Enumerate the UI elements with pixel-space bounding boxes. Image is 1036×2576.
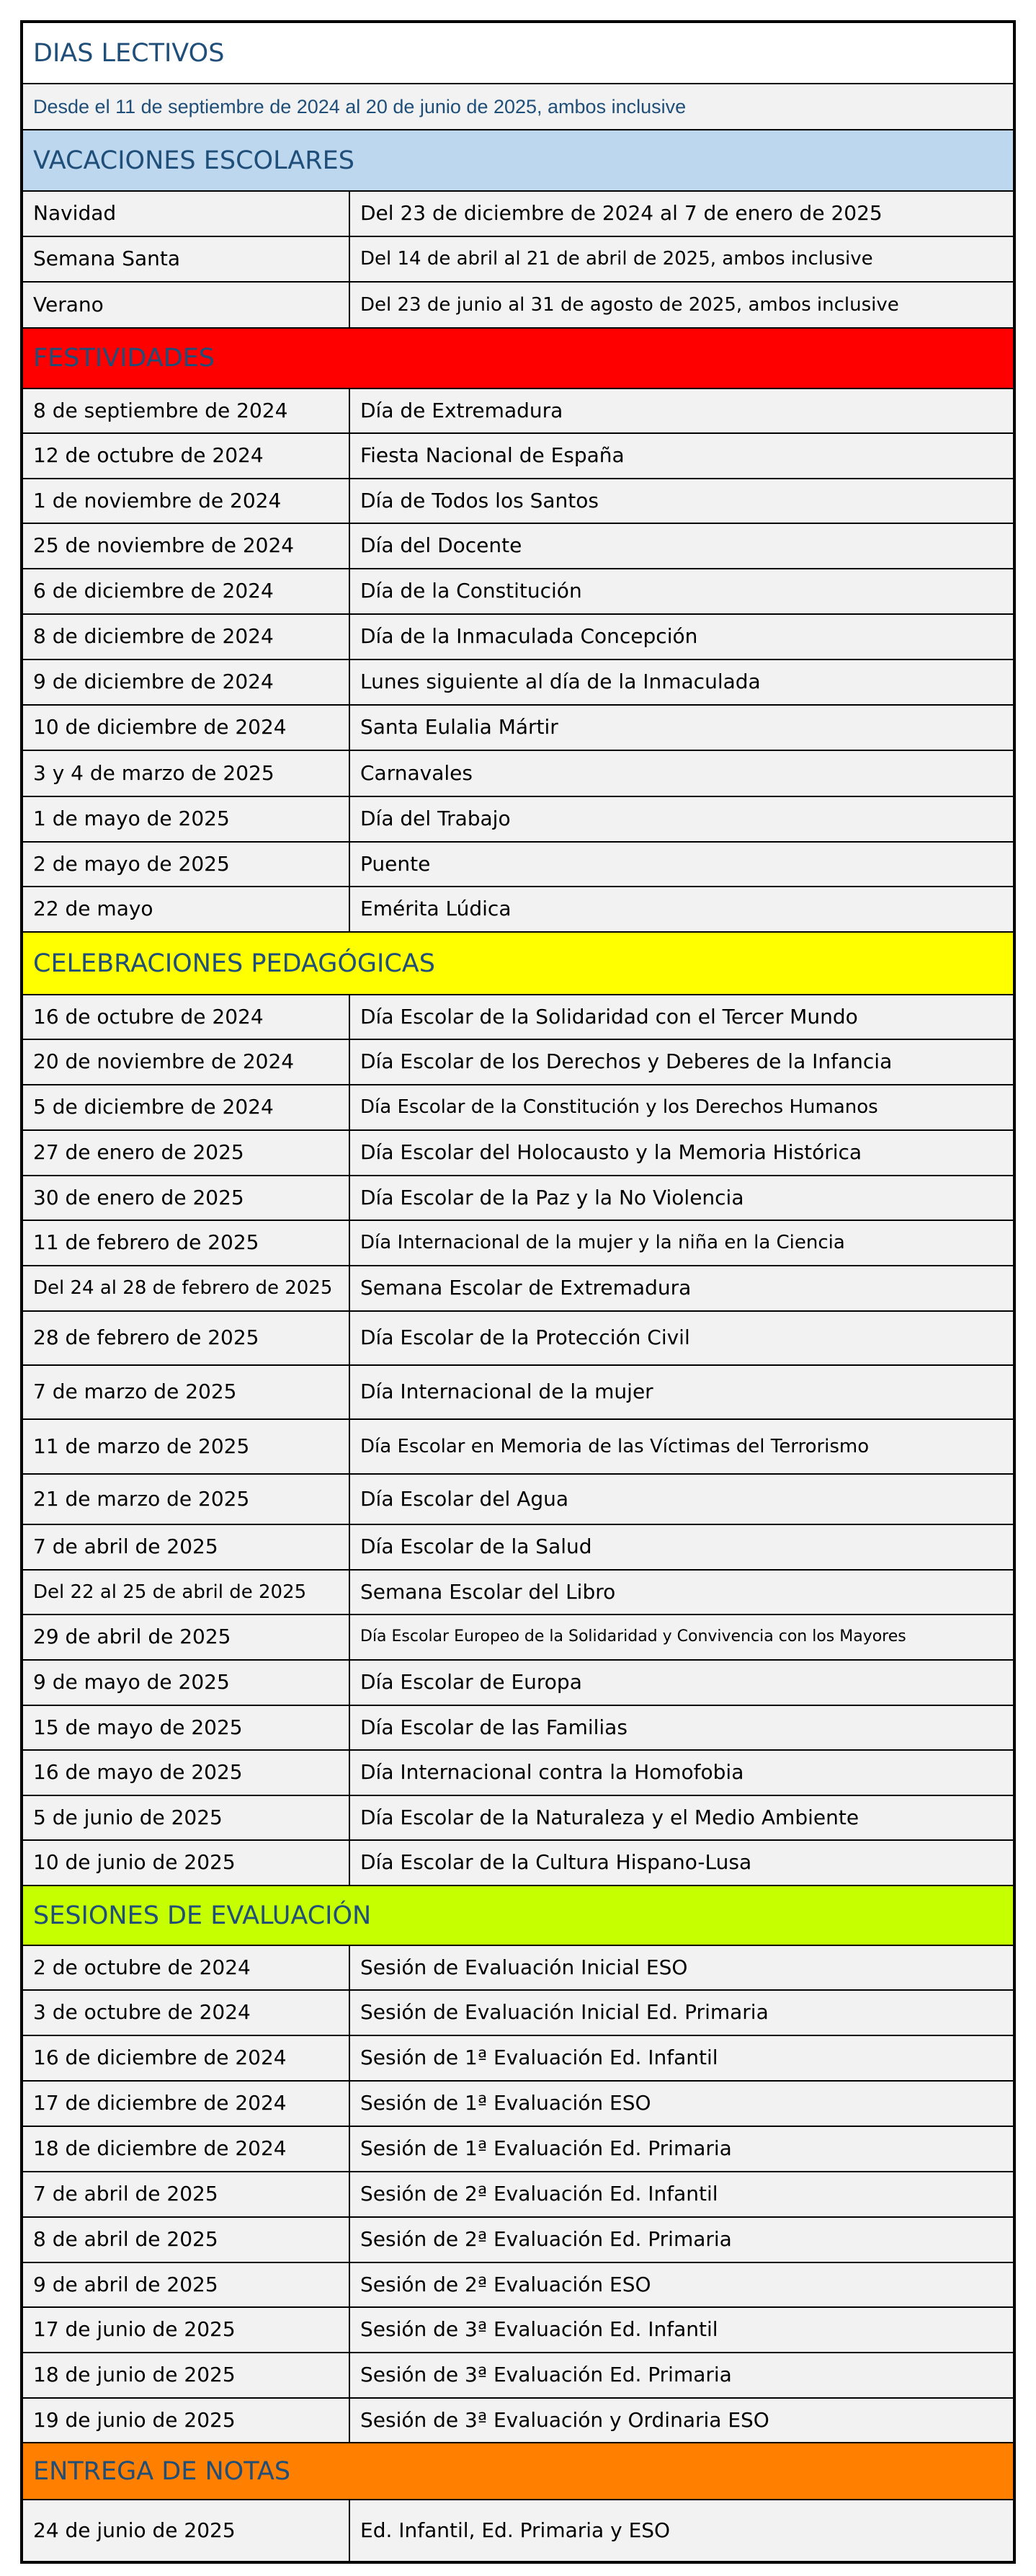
date-cell: 18 de diciembre de 2024	[23, 2127, 350, 2171]
description-cell: Sesión de 3ª Evaluación Ed. Primaria	[360, 2363, 732, 2387]
table-row	[23, 2172, 1013, 2218]
description-cell: Día Escolar de la Solidaridad con el Tercer Mundo	[360, 1004, 858, 1029]
table-row	[23, 2353, 1013, 2399]
description-cell: Día Escolar de los Derechos y Deberes de la Infancia	[360, 1049, 893, 1074]
table-row	[23, 1571, 1013, 1615]
description-cell: Emérita Lúdica	[360, 897, 512, 921]
description-cell: Sesión de 2ª Evaluación ESO	[360, 2272, 651, 2296]
description-cell: Del 23 de junio al 31 de agosto de 2025, ambos inclusive	[360, 293, 899, 316]
table-row	[23, 1751, 1013, 1796]
date-cell: 5 de junio de 2025	[23, 1796, 350, 1839]
table-row	[23, 1796, 1013, 1841]
date-cell: 12 de octubre de 2024	[23, 434, 350, 478]
section-header-festividades: FESTIVIDADES	[23, 329, 1013, 389]
description-cell: Día Internacional de la mujer y la niña en la Ciencia	[360, 1232, 845, 1254]
date-cell: 3 de octubre de 2024	[23, 1991, 350, 2035]
date-cell: 8 de septiembre de 2024	[23, 389, 350, 432]
table-row	[23, 1991, 1013, 2036]
date-cell: 7 de abril de 2025	[23, 2172, 350, 2216]
date-cell: 11 de febrero de 2025	[23, 1221, 350, 1265]
description-cell: Día del Docente	[360, 533, 522, 558]
section-header-vacaciones: VACACIONES ESCOLARES	[23, 130, 1013, 192]
table-row	[23, 1706, 1013, 1751]
table-row	[23, 1266, 1013, 1312]
description-cell: Día Escolar de la Protección Civil	[360, 1325, 690, 1350]
date-cell: 9 de mayo de 2025	[23, 1661, 350, 1705]
table-row	[23, 1661, 1013, 1706]
section-header-celebraciones: CELEBRACIONES PEDAGÓGICAS	[23, 933, 1013, 995]
date-cell: 1 de mayo de 2025	[23, 797, 350, 841]
date-cell: 30 de enero de 2025	[23, 1176, 350, 1220]
date-cell: 8 de diciembre de 2024	[23, 615, 350, 659]
description-cell: Carnavales	[360, 760, 473, 785]
description-cell: Semana Escolar del Libro	[360, 1579, 616, 1604]
description-cell: Día de la Constitución	[360, 579, 582, 603]
date-cell: 21 de marzo de 2025	[23, 1475, 350, 1524]
table-row	[23, 1615, 1013, 1661]
date-cell: 1 de noviembre de 2024	[23, 479, 350, 523]
table-row	[23, 1420, 1013, 1475]
table-row	[23, 389, 1013, 434]
table-row	[23, 2082, 1013, 2127]
table-row	[23, 1366, 1013, 1420]
table-row	[23, 660, 1013, 706]
description-cell: Día Escolar de la Cultura Hispano-Lusa	[360, 1850, 752, 1875]
table-row	[23, 1131, 1013, 1176]
table-row	[23, 615, 1013, 660]
date-cell: 17 de junio de 2025	[23, 2308, 350, 2352]
table-row	[23, 797, 1013, 843]
description-cell: Sesión de 1ª Evaluación Ed. Primaria	[360, 2136, 732, 2161]
date-cell: 25 de noviembre de 2024	[23, 524, 350, 568]
description-cell: Sesión de Evaluación Inicial Ed. Primaria	[360, 2000, 769, 2025]
date-cell: 16 de octubre de 2024	[23, 995, 350, 1039]
date-cell: Del 24 al 28 de febrero de 2025	[23, 1266, 350, 1310]
table-row	[23, 2308, 1013, 2353]
table-row	[23, 2036, 1013, 2082]
date-cell: 8 de abril de 2025	[23, 2218, 350, 2262]
school-calendar-table	[20, 20, 1016, 2564]
table-row	[23, 192, 1013, 237]
table-row	[23, 237, 1013, 283]
description-cell: Sesión de Evaluación Inicial ESO	[360, 1955, 688, 1979]
date-cell: 7 de marzo de 2025	[23, 1366, 350, 1418]
section-header-notas: ENTREGA DE NOTAS	[23, 2443, 1013, 2500]
date-cell: 27 de enero de 2025	[23, 1131, 350, 1175]
table-row	[23, 2218, 1013, 2263]
date-cell: 3 y 4 de marzo de 2025	[23, 751, 350, 796]
table-row	[23, 1040, 1013, 1085]
date-cell: 16 de diciembre de 2024	[23, 2036, 350, 2080]
description-cell: Día Internacional de la mujer	[360, 1380, 653, 1404]
table-row	[23, 995, 1013, 1040]
date-cell: Del 22 al 25 de abril de 2025	[23, 1571, 350, 1614]
table-row	[23, 479, 1013, 524]
table-row	[23, 1525, 1013, 1571]
date-cell: 29 de abril de 2025	[23, 1615, 350, 1659]
table-row	[23, 2500, 1013, 2561]
table-row	[23, 524, 1013, 569]
description-cell: Día Escolar en Memoria de las Víctimas del Terrorismo	[360, 1435, 870, 1457]
description-cell: Día Escolar de Europa	[360, 1670, 582, 1695]
description-cell: Puente	[360, 851, 431, 876]
date-cell: 9 de diciembre de 2024	[23, 660, 350, 704]
table-row	[23, 2127, 1013, 2172]
description-cell: Del 14 de abril al 21 de abril de 2025, ambos inclusive	[360, 248, 873, 270]
table-row	[23, 569, 1013, 615]
date-cell: 10 de junio de 2025	[23, 1841, 350, 1885]
description-cell: Sesión de 1ª Evaluación ESO	[360, 2091, 651, 2115]
date-cell: 2 de mayo de 2025	[23, 843, 350, 886]
description-cell: Día Escolar de la Salud	[360, 1535, 592, 1559]
description-cell: Ed. Infantil, Ed. Primaria y ESO	[360, 2518, 671, 2542]
description-cell: Sesión de 1ª Evaluación Ed. Infantil	[360, 2046, 718, 2070]
table-row	[23, 887, 1013, 933]
date-cell: 16 de mayo de 2025	[23, 1751, 350, 1795]
table-row	[23, 434, 1013, 479]
date-cell: 10 de diciembre de 2024	[23, 706, 350, 750]
description-cell: Día Escolar del Agua	[360, 1486, 569, 1511]
table-row	[23, 1176, 1013, 1221]
date-cell: 7 de abril de 2025	[23, 1525, 350, 1569]
date-cell: 24 de junio de 2025	[23, 2500, 350, 2561]
description-cell: Sesión de 2ª Evaluación Ed. Primaria	[360, 2227, 732, 2252]
table-row	[23, 1312, 1013, 1366]
date-cell: 2 de octubre de 2024	[23, 1946, 350, 1989]
date-cell: 5 de diciembre de 2024	[23, 1085, 350, 1129]
date-cell: 28 de febrero de 2025	[23, 1312, 350, 1364]
description-cell: Día Escolar de la Paz y la No Violencia	[360, 1185, 744, 1209]
table-row	[23, 1841, 1013, 1886]
table-row	[23, 2263, 1013, 2308]
description-cell: Día Escolar del Holocausto y la Memoria Histórica	[360, 1140, 862, 1165]
date-cell: 17 de diciembre de 2024	[23, 2082, 350, 2126]
table-row	[23, 1475, 1013, 1525]
section-header-sesiones: SESIONES DE EVALUACIÓN	[23, 1886, 1013, 1946]
date-cell: 15 de mayo de 2025	[23, 1706, 350, 1749]
date-cell: 20 de noviembre de 2024	[23, 1040, 350, 1084]
calendar-sections	[23, 130, 1013, 2561]
table-row	[23, 1221, 1013, 1266]
description-cell: Del 23 de diciembre de 2024 al 7 de enero de 2025	[360, 201, 883, 226]
table-row	[23, 1946, 1013, 1991]
table-row	[23, 843, 1013, 887]
description-cell: Lunes siguiente al día de la Inmaculada	[360, 670, 761, 694]
dias-lectivos-range: Desde el 11 de septiembre de 2024 al 20 de junio de 2025, ambos inclusive	[23, 84, 1013, 130]
table-row	[23, 751, 1013, 797]
description-cell: Sesión de 3ª Evaluación y Ordinaria ESO	[360, 2407, 769, 2432]
description-cell: Día Escolar de las Familias	[360, 1715, 628, 1739]
table-row	[23, 2399, 1013, 2443]
description-cell: Día Internacional contra la Homofobia	[360, 1760, 744, 1785]
date-cell: Navidad	[23, 192, 350, 236]
description-cell: Día del Trabajo	[360, 807, 511, 831]
description-cell: Día Escolar de la Constitución y los Derechos Humanos	[360, 1096, 878, 1119]
description-cell: Día de Todos los Santos	[360, 488, 599, 512]
description-cell: Día Escolar Europeo de la Solidaridad y Convivencia con los Mayores	[360, 1627, 906, 1646]
description-cell: Santa Eulalia Mártir	[360, 715, 558, 740]
description-cell: Semana Escolar de Extremadura	[360, 1276, 692, 1300]
description-cell: Sesión de 3ª Evaluación Ed. Infantil	[360, 2317, 718, 2342]
table-row	[23, 1085, 1013, 1131]
table-row	[23, 283, 1013, 329]
date-cell: 6 de diciembre de 2024	[23, 569, 350, 613]
dias-lectivos-header: DIAS LECTIVOS	[23, 23, 1013, 84]
date-cell: 22 de mayo	[23, 887, 350, 931]
date-cell: 18 de junio de 2025	[23, 2353, 350, 2397]
date-cell: Semana Santa	[23, 237, 350, 281]
date-cell: 11 de marzo de 2025	[23, 1420, 350, 1473]
description-cell: Sesión de 2ª Evaluación Ed. Infantil	[360, 2182, 718, 2206]
date-cell: 19 de junio de 2025	[23, 2399, 350, 2442]
description-cell: Día de Extremadura	[360, 398, 563, 422]
date-cell: Verano	[23, 283, 350, 327]
description-cell: Día de la Inmaculada Concepción	[360, 624, 698, 649]
description-cell: Día Escolar de la Naturaleza y el Medio Ambiente	[360, 1805, 859, 1829]
date-cell: 9 de abril de 2025	[23, 2263, 350, 2306]
description-cell: Fiesta Nacional de España	[360, 443, 625, 468]
table-row	[23, 706, 1013, 751]
